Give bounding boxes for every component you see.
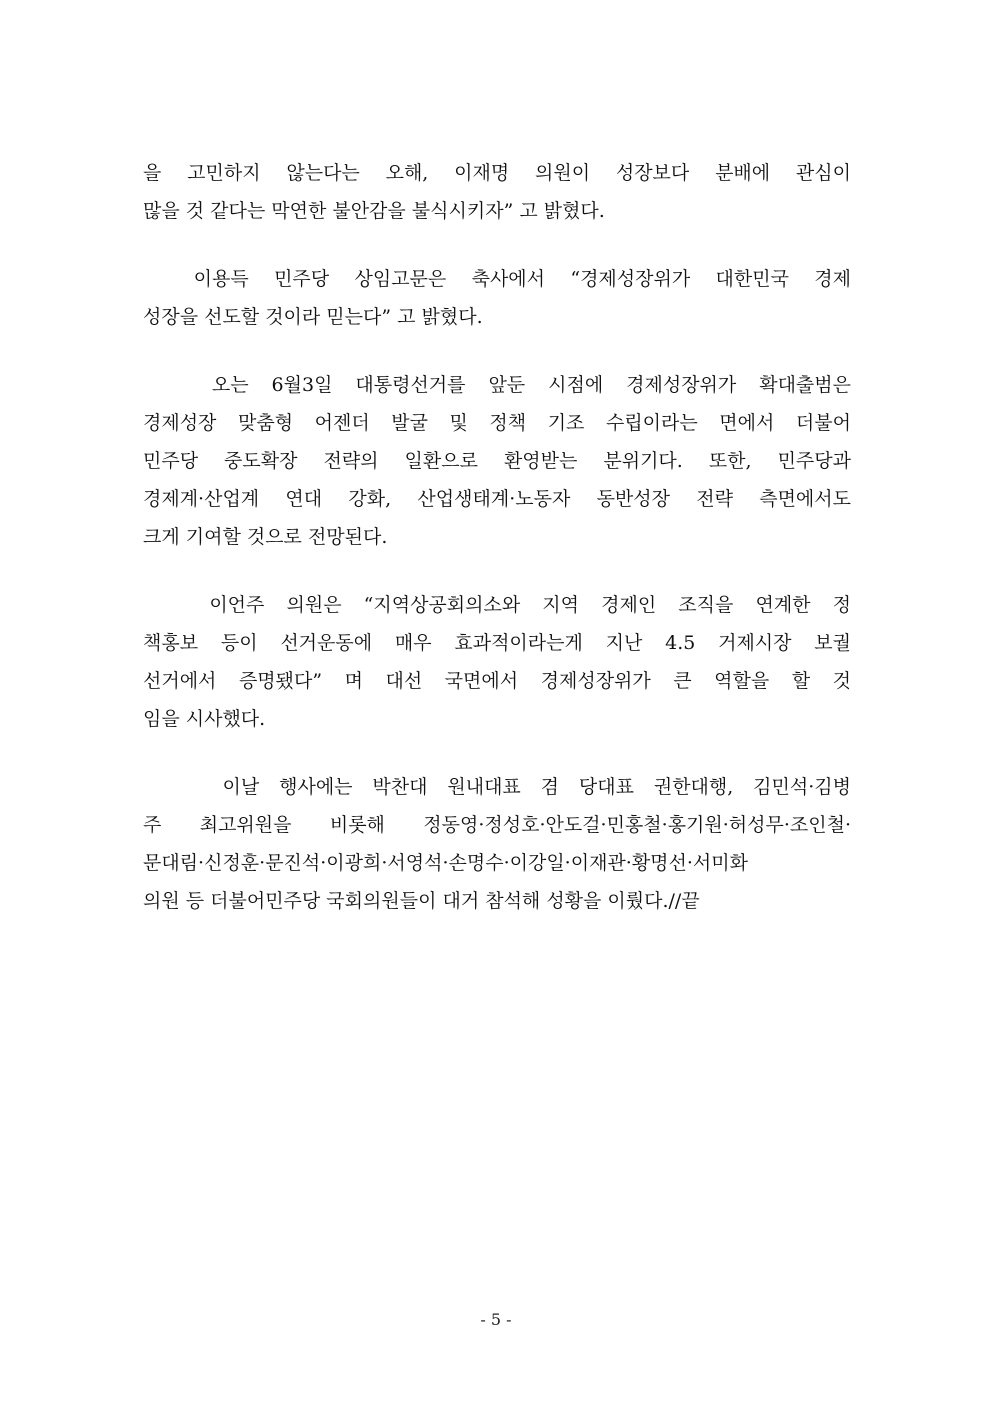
paragraph-1 (143, 154, 851, 230)
text-line: 성장을 선도할 것이라 믿는다” 고 밝혔다. (143, 306, 483, 328)
text-line: 이용득 민주당 상임고문은 축사에서 “경제성장위가 대한민국 경제 (143, 268, 851, 290)
paragraph-4 (143, 586, 851, 738)
text-line: 의원 등 더불어민주당 국회의원들이 대거 참석해 성황을 이뤘다.//끝 (143, 890, 700, 912)
text-line: 경제성장 맞춤형 어젠더 발굴 및 정책 기조 수립이라는 면에서 더불어 (143, 412, 851, 434)
paragraph-5 (143, 768, 851, 920)
page-number: - 5 - (480, 1310, 512, 1329)
text-line: 이날 행사에는 박찬대 원내대표 겸 당대표 권한대행, 김민석·김병 (143, 776, 851, 798)
text-line: 민주당 중도확장 전략의 일환으로 환영받는 분위기다. 또한, 민주당과 (143, 450, 851, 472)
text-line: 경제계·산업계 연대 강화, 산업생태계·노동자 동반성장 전략 측면에서도 (143, 488, 851, 510)
text-line: 크게 기여할 것으로 전망된다. (143, 526, 388, 548)
text-line: 많을 것 같다는 막연한 불안감을 불식시키자” 고 밝혔다. (143, 200, 605, 222)
text-line: 문대림·신정훈·문진석·이광희·서영석·손명수·이강일·이재관·황명선·서미화 (143, 852, 748, 874)
text-line: 주 최고위원을 비롯해 정동영·정성호·안도걸·민홍철·홍기원·허성무·조인철· (143, 814, 851, 836)
text-line: 오는 6월3일 대통령선거를 앞둔 시점에 경제성장위가 확대출범은 (143, 374, 851, 396)
document-body (143, 154, 851, 950)
text-line: 책홍보 등이 선거운동에 매우 효과적이라는게 지난 4.5 거제시장 보궐 (143, 632, 851, 654)
text-line: 선거에서 증명됐다” 며 대선 국면에서 경제성장위가 큰 역할을 할 것 (143, 670, 851, 692)
text-line: 임을 시사했다. (143, 708, 266, 730)
paragraph-3 (143, 366, 851, 556)
text-line: 이언주 의원은 “지역상공회의소와 지역 경제인 조직을 연계한 정 (143, 594, 851, 616)
paragraph-2 (143, 260, 851, 336)
text-line: 을 고민하지 않는다는 오해, 이재명 의원이 성장보다 분배에 관심이 (143, 162, 851, 184)
